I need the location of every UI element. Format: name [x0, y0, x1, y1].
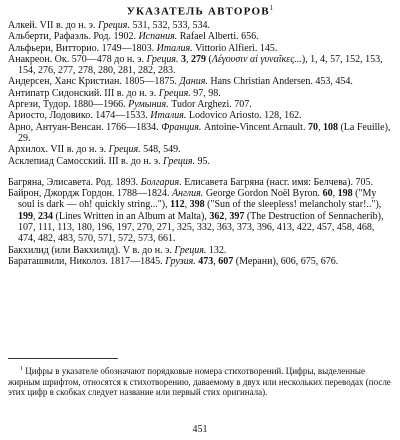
- footnote: [8, 364, 392, 398]
- index-entry: [8, 43, 392, 54]
- entry-italic-text: Греция.: [97, 20, 130, 31]
- entry-text: (La Feuille), 29.: [18, 121, 391, 144]
- entry-text: Бараташвили, Николоз. 1817—1845.: [8, 255, 166, 267]
- entry-text: ,: [332, 188, 338, 200]
- entry-italic-text: Греция.: [158, 87, 191, 99]
- entry-bold-number: 398: [189, 199, 205, 211]
- entry-text: (The Destruction of Sennacherib), 107, 111, 113, 180, 196, 197, 270, 271, 325, 332, 363, 373, 396, 413, 422, 457, 458, 468, 474, 482, 483, 570, 571, 572, 573, 661.: [18, 210, 384, 245]
- entry-text: ,: [213, 255, 219, 267]
- entry-bold-number: 607: [218, 255, 234, 267]
- entry-italic-text: Λέγουσιν αἱ γυναῖκες...: [211, 53, 302, 65]
- index-entry: [8, 20, 392, 31]
- entry-italic-text: Дания.: [179, 76, 208, 88]
- entry-bold-number: 3: [180, 53, 186, 65]
- entry-text: 132.: [206, 244, 227, 256]
- index-entry: [8, 256, 392, 267]
- entry-bold-number: 234: [38, 210, 53, 222]
- entry-text: (: [205, 53, 212, 65]
- entry-bold-number: 199: [18, 210, 33, 222]
- entry-bold-number: 397: [229, 210, 245, 222]
- author-index-list: [8, 20, 392, 267]
- entry-text: Аргези, Тудор. 1880—1966.: [8, 99, 129, 111]
- index-entry: [8, 188, 392, 244]
- page-title: [0, 4, 400, 18]
- entry-bold-number: 60: [322, 188, 333, 200]
- entry-text: Асклепиад Самосский. III в. до н. э.: [8, 155, 163, 167]
- entry-text: Байрон, Джордж Гордон. 1788—1824.: [8, 188, 172, 200]
- entry-text: ("My soul is dark — oh! quickly string..."),: [18, 188, 377, 211]
- entry-text: Ариосто, Лодовико. 1474—1533.: [8, 110, 151, 122]
- entry-bold-number: 198: [337, 188, 353, 200]
- footnote-divider: [8, 358, 118, 359]
- entry-text: Багряна, Элисавета. Род. 1893.: [8, 176, 141, 188]
- entry-text: (Lines Written in an Album at Malta),: [53, 210, 210, 222]
- entry-bold-number: 70: [307, 121, 318, 133]
- entry-text: Анакреон. Ок. 570—478 до н. э.: [8, 53, 147, 65]
- entry-text: Tudor Arghezi. 707.: [168, 99, 252, 111]
- entry-text: Альберти, Рафаэль. Род. 1902.: [8, 31, 139, 43]
- entry-italic-text: Англия.: [171, 188, 204, 200]
- entry-italic-text: Греция.: [163, 155, 195, 167]
- entry-text: 97, 98.: [190, 87, 221, 99]
- index-entry: [8, 54, 392, 77]
- entry-bold-number: 112: [170, 199, 185, 211]
- entry-italic-text: Италия.: [150, 110, 187, 122]
- entry-text: Lodovico Ariosto. 128, 162.: [186, 110, 302, 122]
- entry-text: 548, 549.: [140, 144, 181, 156]
- index-entry: [8, 99, 392, 110]
- entry-text: Архилох. VII в. до н. э.: [8, 144, 109, 156]
- index-entry: [8, 245, 392, 256]
- entry-italic-text: Грузия.: [165, 255, 196, 267]
- entry-text: ,: [224, 210, 230, 222]
- index-entry: [8, 31, 392, 42]
- index-entry: [8, 110, 392, 121]
- entry-text: 95.: [195, 155, 210, 167]
- entry-text: ("Sun of the sleepless! melancholy star!.."),: [204, 199, 382, 211]
- entry-text: Андерсен, Ханс Кристиан. 1805—1875.: [8, 76, 180, 88]
- entry-text: Hans Christian Andersen. 453, 454.: [207, 76, 353, 88]
- page-number: 451: [192, 424, 208, 435]
- title-text: УКАЗАТЕЛЬ АВТОРОВ: [126, 5, 270, 18]
- entry-text: Алкей. VII в. до н. э.: [8, 20, 98, 31]
- entry-text: ), 1, 4, 57, 152, 153, 154, 276, 277, 278, 280, 281, 282, 283.: [18, 53, 383, 77]
- entry-italic-text: Италия.: [156, 42, 193, 54]
- footnote-text: Цифры в указателе обозначают порядковые номера стихотворений. Цифры, выделенные жирным шрифтом, относятся к стихотворению, даваемому в двух или нескольких переводах (после этих цифр в скобках следует название или первый стих оригинала).: [8, 366, 391, 397]
- entry-bold-number: 108: [322, 121, 338, 133]
- footnote-mark: 1: [20, 366, 23, 372]
- entry-text: Rafael Alberti. 656.: [177, 31, 259, 43]
- entry-text: Арно, Антуан-Венсан. 1766—1834.: [8, 121, 162, 133]
- index-entry: [8, 88, 392, 99]
- entry-italic-text: Испания.: [138, 31, 178, 43]
- entry-italic-text: Греция.: [108, 144, 141, 156]
- entry-bold-number: 362: [209, 210, 225, 222]
- entry-italic-text: Румыния.: [128, 99, 169, 111]
- entry-text: George Gordon Noël Byron.: [203, 188, 323, 200]
- index-entry: [8, 156, 392, 167]
- index-entry: [8, 177, 392, 188]
- entry-text: (Мерани), 606, 675, 676.: [233, 255, 339, 267]
- entry-text: ,: [317, 121, 323, 133]
- entry-italic-text: Франция.: [161, 121, 202, 133]
- entry-text: Бакхилид (или Вакхилид). V в. до н. э.: [8, 244, 175, 256]
- entry-text: Vittorio Alfieri. 145.: [192, 42, 278, 54]
- title-footnote-mark: 1: [269, 4, 274, 12]
- entry-bold-number: 473: [198, 255, 214, 267]
- entry-text: ,: [184, 199, 190, 211]
- entry-bold-number: 279: [190, 53, 206, 65]
- index-entry: [8, 122, 392, 145]
- entry-italic-text: Болгария.: [140, 176, 182, 188]
- entry-italic-text: Греция.: [174, 244, 207, 256]
- index-entry: [8, 76, 392, 87]
- entry-text: ,: [185, 53, 191, 65]
- entry-text: Антипатр Сидонский. III в. до н. э.: [8, 87, 159, 99]
- entry-italic-text: Греция.: [146, 53, 179, 65]
- entry-text: 531, 532, 533, 534.: [129, 20, 210, 31]
- entry-text: Елисавета Багряна (насг. имя: Белчева). 705.: [181, 176, 373, 188]
- index-entry: [8, 144, 392, 155]
- entry-text: Альфьери, Витторио. 1749—1803.: [8, 42, 157, 54]
- entry-text: ,: [33, 210, 38, 222]
- entry-text: Antoine-Vincent Arnault.: [201, 121, 308, 133]
